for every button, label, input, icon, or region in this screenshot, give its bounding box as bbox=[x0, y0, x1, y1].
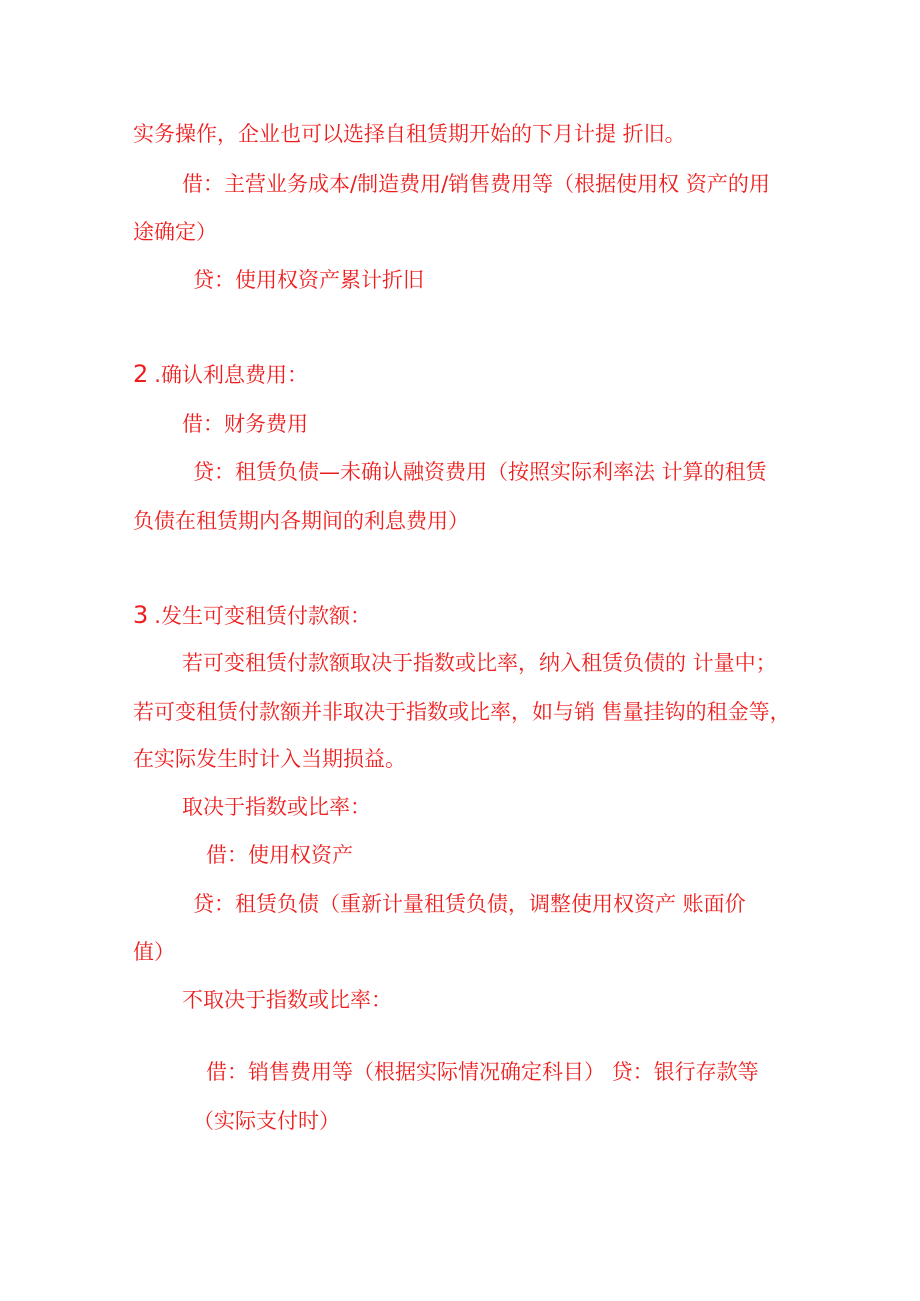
credit-entry: 贷：租赁负债（重新计量租赁负债，调整使用权资产 账面价 bbox=[193, 892, 746, 916]
text-line: 在实际发生时计入当期损益。 bbox=[133, 747, 406, 771]
case-title: 取决于指数或比率： bbox=[182, 795, 371, 819]
text-line: 负债在租赁期内各期间的利息费用） bbox=[133, 509, 469, 533]
credit-entry: 贷：租赁负债—未确认融资费用（按照实际利率法 计算的租赁 bbox=[193, 460, 767, 484]
section-heading-3 bbox=[133, 600, 371, 631]
debit-entry: 借：主营业务成本/制造费用/销售费用等（根据使用权 资产的用 bbox=[182, 172, 770, 196]
section-number: 3 bbox=[133, 601, 149, 629]
text-line: （实际支付时） bbox=[193, 1109, 340, 1133]
text-line: 值） bbox=[133, 940, 175, 964]
section-title: .发生可变租赁付款额： bbox=[154, 604, 371, 628]
credit-entry: 贷：使用权资产累计折旧 bbox=[193, 268, 424, 292]
journal-entry: 借：销售费用等（根据实际情况确定科目） 贷：银行存款等 bbox=[206, 1060, 759, 1084]
section-number: 2 bbox=[133, 360, 149, 388]
section-heading-2 bbox=[133, 359, 308, 390]
text-line: 若可变租赁付款额并非取决于指数或比率，如与销 售量挂钩的租金等， bbox=[133, 700, 791, 724]
debit-entry: 借：使用权资产 bbox=[206, 843, 353, 867]
debit-entry: 借：财务费用 bbox=[182, 412, 308, 436]
section-title: .确认利息费用： bbox=[154, 363, 308, 387]
case-title: 不取决于指数或比率： bbox=[182, 988, 392, 1012]
text-line: 途确定） bbox=[133, 220, 217, 244]
text-line: 实务操作，企业也可以选择自租赁期开始的下月计提 折旧。 bbox=[133, 122, 686, 146]
text-line: 若可变租赁付款额取决于指数或比率，纳入租赁负债的 计量中； bbox=[182, 651, 777, 675]
